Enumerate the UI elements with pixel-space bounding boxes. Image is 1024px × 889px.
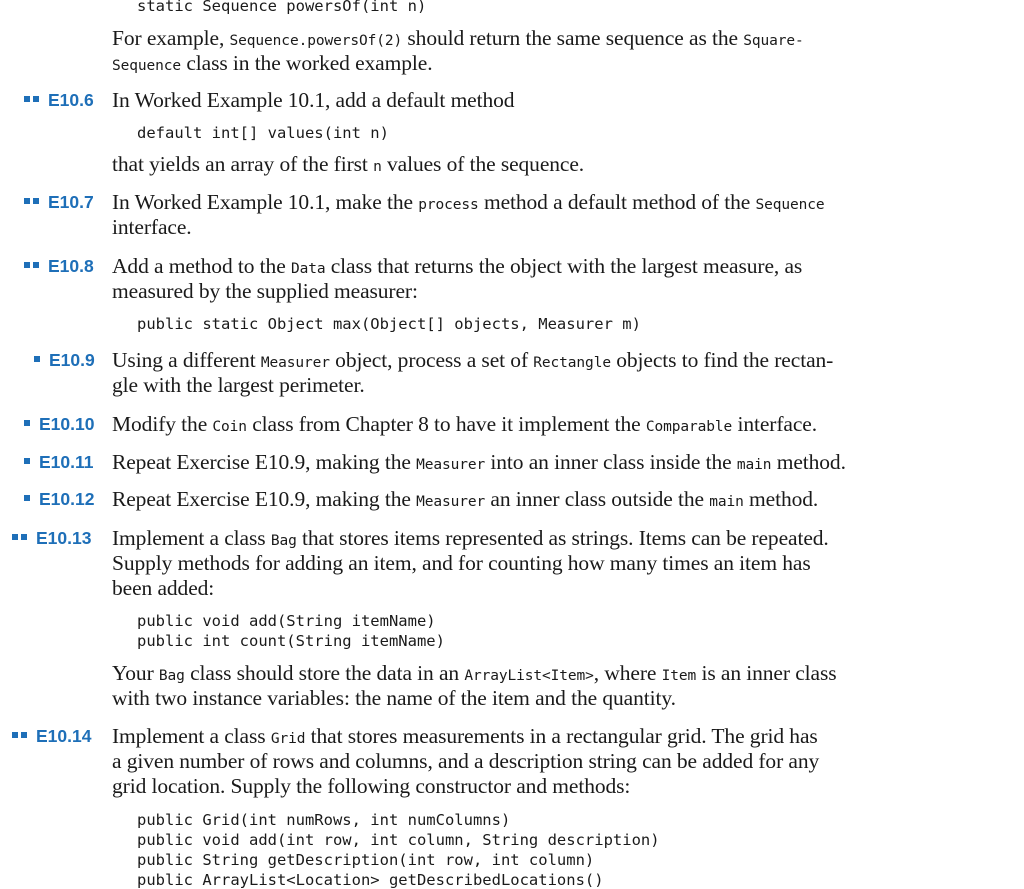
exercise-text-e10-14: grid location. Supply the following constructor and methods: [112,774,631,798]
exercise-text-e10-9: Using a different Measurer object, process a set of Rectangle objects to find the rectan- [112,348,834,372]
exercise-label-e10-11: E10.11 [24,452,94,473]
difficulty-icon [24,256,42,277]
code-line: public static Object max(Object[] objects, Measurer m) [137,315,641,333]
exercise-text-e10-11: Repeat Exercise E10.9, making the Measurer into an inner class inside the main method. [112,450,846,474]
exercise-label-e10-12: E10.12 [24,489,94,510]
paragraph-line: For example, Sequence.powersOf(2) should return the same sequence as the Square- [112,26,804,50]
exercise-label-e10-13: E10.13 [12,528,91,549]
code-line: public int count(String itemName) [137,632,445,650]
exercise-text-e10-13: been added: [112,576,215,600]
exercise-text-e10-13: with two instance variables: the name of the item and the quantity. [112,686,676,710]
exercise-label-e10-10: E10.10 [24,414,94,435]
difficulty-icon [12,726,30,747]
code-line: public void add(String itemName) [137,612,436,630]
code-line: public String getDescription(int row, int column) [137,851,595,869]
difficulty-icon [24,414,33,435]
exercise-label-e10-8: E10.8 [24,256,94,277]
exercise-label-e10-7: E10.7 [24,192,94,213]
exercise-text-e10-8: measured by the supplied measurer: [112,279,418,303]
exercise-text-e10-12: Repeat Exercise E10.9, making the Measurer an inner class outside the main method. [112,487,819,511]
difficulty-icon [24,192,42,213]
difficulty-icon [24,90,42,111]
exercise-text-e10-13: Supply methods for adding an item, and for counting how many times an item has [112,551,811,575]
exercise-text-e10-14: Implement a class Grid that stores measurements in a rectangular grid. The grid has [112,724,818,748]
difficulty-icon [24,489,33,510]
exercise-text-e10-14: a given number of rows and columns, and a description string can be added for any [112,749,820,773]
exercise-text-e10-9: gle with the largest perimeter. [112,373,365,397]
code-line: public void add(int row, int column, String description) [137,831,660,849]
difficulty-icon [24,452,33,473]
exercise-text-e10-13: Your Bag class should store the data in an ArrayList<Item>, where Item is an inner class [112,661,837,685]
exercise-text-e10-7: interface. [112,215,192,239]
exercise-text-e10-8: Add a method to the Data class that returns the object with the largest measure, as [112,254,803,278]
exercise-text-e10-6: In Worked Example 10.1, add a default method [112,88,515,112]
exercise-text-e10-13: Implement a class Bag that stores items represented as strings. Items can be repeated. [112,526,829,550]
exercise-label-e10-14: E10.14 [12,726,91,747]
code-line-powersOf: static Sequence powersOf(int n) [137,0,427,15]
exercise-label-e10-6: E10.6 [24,90,94,111]
code-line: public Grid(int numRows, int numColumns) [137,811,511,829]
paragraph-line: Sequence class in the worked example. [112,51,433,75]
difficulty-icon [12,528,30,549]
code-line: default int[] values(int n) [137,124,389,142]
exercise-label-e10-9: E10.9 [34,350,95,371]
exercise-text-e10-7: In Worked Example 10.1, make the process method a default method of the Sequence [112,190,825,214]
exercise-text-e10-6: that yields an array of the first n values of the sequence. [112,152,585,176]
code-line: public ArrayList<Location> getDescribedLocations() [137,871,604,889]
exercise-text-e10-10: Modify the Coin class from Chapter 8 to have it implement the Comparable interface. [112,412,818,436]
difficulty-icon [34,350,43,371]
